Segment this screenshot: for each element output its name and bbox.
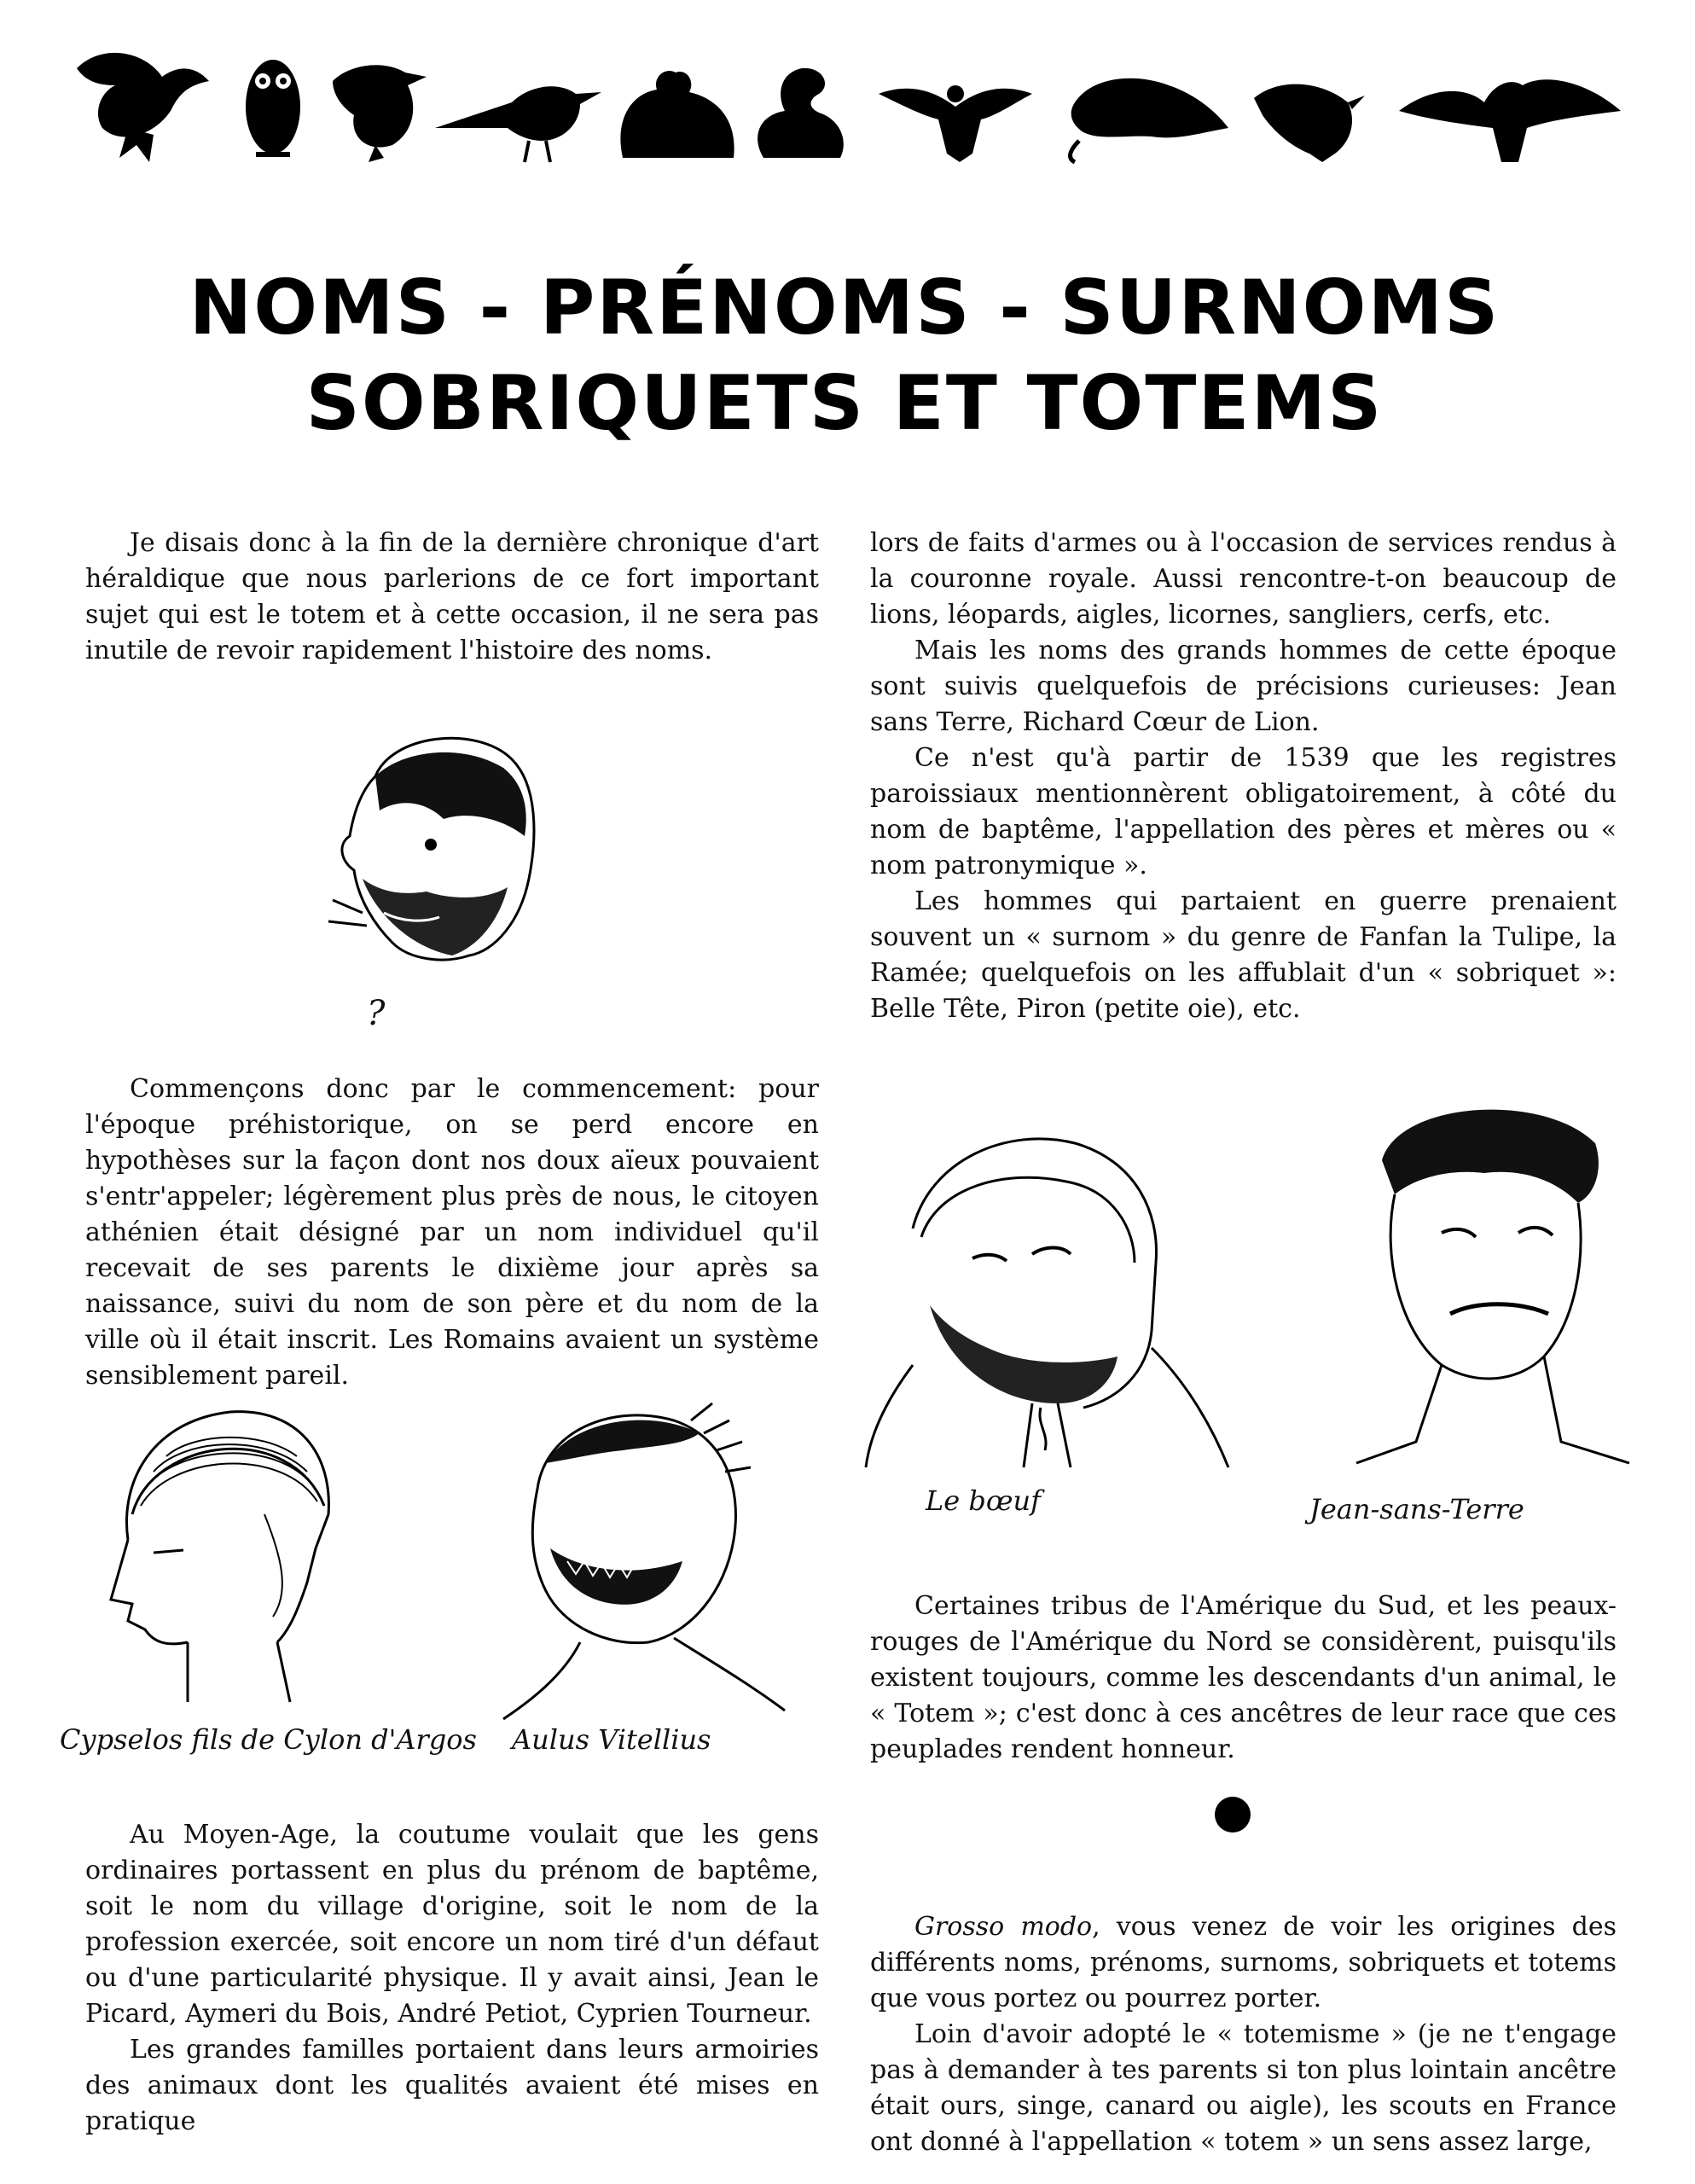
dragon-bird-icon <box>1071 78 1228 162</box>
vulture-icon <box>1254 84 1365 162</box>
boeuf-illustration <box>862 1109 1237 1484</box>
title-line-2: SOBRIQUETS ET TOTEMS <box>305 359 1384 447</box>
middle-ages-paragraph <box>85 1817 819 2140</box>
totem-text: Certaines tribus de l'Amérique du Sud, et les peaux-rouges de l'Amérique du Nord se considèrent, puisqu'ils existent toujours, comme les descendants d'un animal, le « Totem »; c'est donc à ces ancêtres de leur race que ces peuplades rendent honneur. <box>870 1591 1617 1764</box>
caveman-caption: ? <box>367 994 386 1033</box>
intro-text: Je disais donc à la fin de la dernière chronique d'art héraldique que nous parlerions de ce fort important sujet qui est le totem et à cette occasion, il ne sera pas inutile de revoir rapidement l'histoire des noms. <box>85 528 819 665</box>
owl-icon <box>246 60 300 157</box>
totem-paragraph <box>870 1589 1617 1768</box>
title-line-1: NOMS - PRÉNOMS - SURNOMS <box>189 264 1501 351</box>
final-text-1: , vous venez de voir les origines des différents noms, prénoms, surnoms, sobriquets et totems que vous portez ou pourrez porter. <box>870 1912 1617 2013</box>
spread-eagle-icon <box>879 85 1032 162</box>
greek-head-illustration <box>94 1386 384 1711</box>
right-text-2: Mais les noms des grands hommes de cette époque sont suivis quelquefois de précisions curieuses: Jean sans Terre, Richard Cœur de Lion. <box>870 636 1617 737</box>
swan-icon <box>758 68 844 158</box>
hen-icon <box>620 71 734 158</box>
magpie-icon <box>435 86 601 162</box>
boeuf-caption: Le bœuf <box>926 1484 1041 1517</box>
caveman-illustration <box>282 717 606 1041</box>
page-title <box>51 260 1638 451</box>
right-text-3: Ce n'est qu'à partir de 1539 que les registres paroissiaux mentionnèrent obligatoirement, à côté du nom de baptême, l'appellation des pères et mères ou « nom patronymique ». <box>870 743 1617 880</box>
greek-caption: Cypselos fils de Cylon d'Argos <box>60 1723 477 1756</box>
roman-caption: Aulus Vitellius <box>512 1723 711 1756</box>
middle-ages-text-2: Les grandes familles portaient dans leurs armoiries des animaux dont les qualités avaient été mises en pratique <box>85 2035 819 2136</box>
prehistory-text: Commençons donc par le commencement: pour l'époque préhistorique, on se perd encore en hypothèses sur la façon dont nos doux aïeux pouvaient s'entr'appeler; légèrement plus près de nous, le citoyen athénien était désigné par un nom individuel qu'il recevait de ses parents le dixième jour après sa naissance, suivi du nom de son père et du nom de la ville où il était inscrit. Les Romains avaient un système sensiblement pareil. <box>85 1074 819 1391</box>
section-bullet <box>1215 1797 1251 1833</box>
prehistory-paragraph <box>85 1072 819 1394</box>
jean-caption: Jean-sans-Terre <box>1309 1493 1524 1525</box>
roman-head-illustration <box>478 1386 819 1728</box>
middle-ages-text-1: Au Moyen-Age, la coutume voulait que les gens ordinaires portassent en plus du prénom de baptême, soit le nom du village d'origine, soit le nom de la profession exercée, soit encore un nom tiré d'un défaut ou d'une particularité physique. Il y avait ainsi, Jean le Picard, Aymeri du Bois, André Petiot, Cyprien Tourneur. <box>85 1820 819 2029</box>
bird-frieze <box>68 34 1629 171</box>
right-text-1: lors de faits d'armes ou à l'occasion de services rendus à la couronne royale. Aussi rencontre-t-on beaucoup de lions, léopards, aigles, licornes, sangliers, cerfs, etc. <box>870 528 1617 630</box>
final-text-2: Loin d'avoir adopté le « totemisme » (je ne t'engage pas à demander à tes parents si ton plus lointain ancêtre était ours, singe, canard ou aigle), les scouts en France ont donné à l'appellation « totem » un sens assez large, <box>870 2019 1617 2157</box>
raven-icon <box>333 65 427 162</box>
final-paragraphs <box>870 1909 1617 2160</box>
final-emphasis: Grosso modo <box>914 1912 1093 1942</box>
right-top-paragraphs <box>870 526 1617 1027</box>
right-text-4: Les hommes qui partaient en guerre prenaient souvent un « surnom » du genre de Fanfan la Tulipe, la Ramée; quelquefois on les affublait d'un « sobriquet »: Belle Tête, Piron (petite oie), etc. <box>870 886 1617 1024</box>
crow-icon <box>77 53 209 162</box>
jean-sans-terre-illustration <box>1348 1083 1638 1467</box>
eagle-icon <box>1399 79 1621 162</box>
intro-paragraph <box>85 526 819 669</box>
